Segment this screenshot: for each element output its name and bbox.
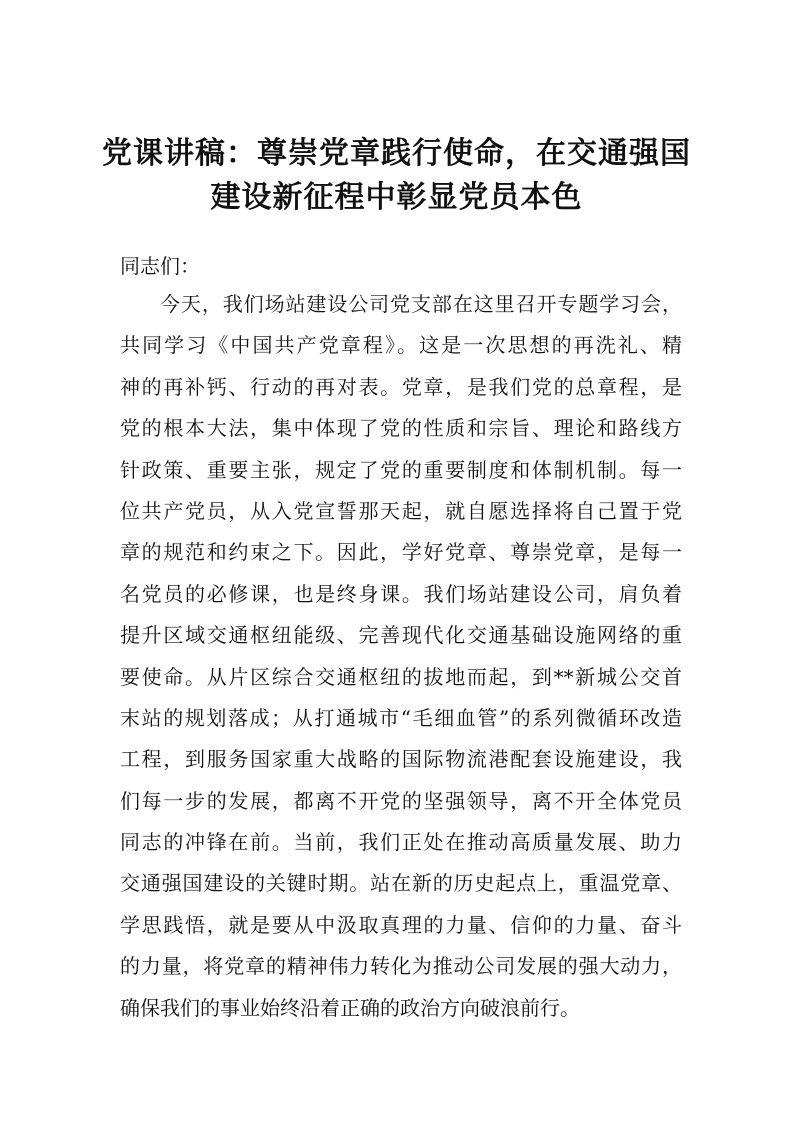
paragraph-line: 提升区域交通枢纽能级、完善现代化交通基础设施网络的重 bbox=[120, 623, 682, 648]
paragraph-line: 名党员的必修课，也是终身课。我们场站建设公司，肩负着 bbox=[120, 581, 682, 606]
paragraph-line: 针政策、重要主张，规定了党的重要制度和体制机制。每一 bbox=[120, 457, 682, 482]
document-title-line-1: 党课讲稿：尊崇党章践行使命，在交通强国 bbox=[102, 136, 691, 171]
paragraph-line: 确保我们的事业始终沿着正确的政治方向破浪前行。 bbox=[120, 995, 580, 1020]
body-paragraph bbox=[120, 286, 682, 1031]
paragraph-line: 要使命。从片区综合交通枢纽的拔地而起，到**新城公交首 bbox=[120, 664, 682, 689]
paragraph-line: 章的规范和约束之下。因此，学好党章、尊崇党章，是每一 bbox=[120, 540, 682, 565]
paragraph-line: 末站的规划落成；从打通城市“毛细血管”的系列微循环改造 bbox=[120, 705, 682, 730]
greeting: 同志们： bbox=[120, 254, 200, 278]
paragraph-line: 位共产党员，从入党宣誓那天起，就自愿选择将自己置于党 bbox=[120, 498, 682, 523]
paragraph-line: 们每一步的发展，都离不开党的坚强领导，离不开全体党员 bbox=[120, 788, 682, 813]
paragraph-line: 的力量，将党章的精神伟力转化为推动公司发展的强大动力， bbox=[120, 954, 682, 979]
paragraph-line: 今天，我们场站建设公司党支部在这里召开专题学习会， bbox=[160, 292, 682, 316]
paragraph-line: 学思践悟，就是要从中汲取真理的力量、信仰的力量、奋斗 bbox=[120, 912, 682, 937]
paragraph-line: 工程，到服务国家重大战略的国际物流港配套设施建设，我 bbox=[120, 747, 682, 772]
paragraph-line: 同志的冲锋在前。当前，我们正处在推动高质量发展、助力 bbox=[120, 830, 682, 855]
paragraph-line: 神的再补钙、行动的再对表。党章，是我们党的总章程，是 bbox=[120, 374, 682, 399]
document-title-line-2: 建设新征程中彰显党员本色 bbox=[210, 180, 583, 215]
paragraph-line: 交通强国建设的关键时期。站在新的历史起点上，重温党章、 bbox=[120, 871, 682, 896]
paragraph-line: 党的根本大法，集中体现了党的性质和宗旨、理论和路线方 bbox=[120, 416, 682, 441]
paragraph-line: 共同学习《中国共产党章程》。这是一次思想的再洗礼、精 bbox=[120, 333, 682, 358]
